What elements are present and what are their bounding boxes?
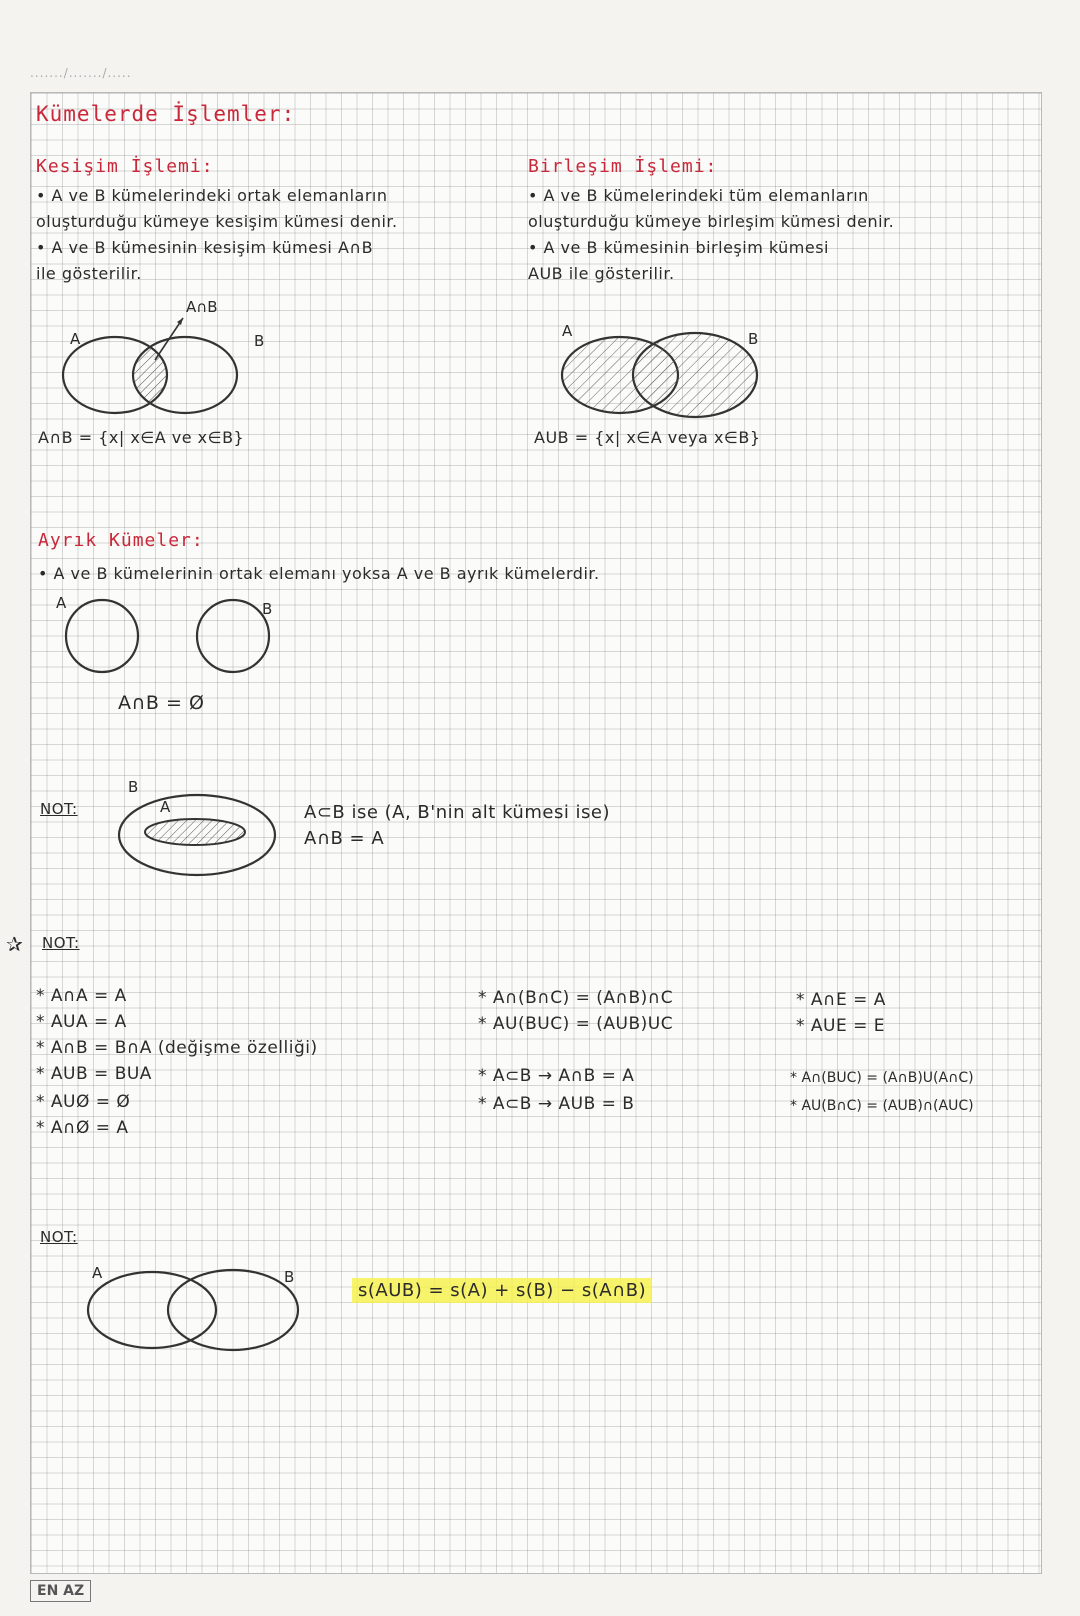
note3-set-b-label: B bbox=[284, 1268, 295, 1286]
union-count-venn-diagram bbox=[85, 1266, 305, 1356]
rule-col2-3: * A⊂B → A∩B = A bbox=[478, 1066, 635, 1086]
disjoint-set-a-label: A bbox=[56, 594, 67, 612]
subset-diagram bbox=[115, 790, 285, 880]
rule-col3-3: * A∩(BUC) = (A∩B)U(A∩C) bbox=[790, 1070, 974, 1086]
inclusion-exclusion-formula bbox=[352, 1280, 652, 1301]
union-set-a-label: A bbox=[562, 322, 573, 340]
intersection-line-1: • A ve B kümelerindeki ortak elemanların bbox=[36, 186, 388, 205]
brand-logo: EN AZ bbox=[30, 1580, 91, 1602]
intersection-formula: A∩B = {x| x∈A ve x∈B} bbox=[38, 428, 245, 447]
page-header-marks: ......./......./..... bbox=[30, 66, 132, 80]
rule-col2-2: * AU(BUC) = (AUB)UC bbox=[478, 1014, 674, 1034]
subset-set-a-label: A bbox=[160, 798, 171, 816]
rule-col1-4: * AUB = BUA bbox=[36, 1064, 152, 1084]
intersection-arrow-label: A∩B bbox=[186, 298, 218, 316]
note3-label: NOT: bbox=[40, 1228, 78, 1246]
disjoint-formula: A∩B = Ø bbox=[118, 692, 205, 714]
star-icon: ✰ bbox=[6, 932, 24, 956]
note3-set-a-label: A bbox=[92, 1264, 103, 1282]
disjoint-heading: Ayrık Kümeler: bbox=[38, 530, 204, 551]
subset-note-line-1: A⊂B ise (A, B'nin alt kümesi ise) bbox=[304, 802, 611, 823]
union-set-b-label: B bbox=[748, 330, 759, 348]
disjoint-description: • A ve B kümelerinin ortak elemanı yoksa A ve B ayrık kümelerdir. bbox=[38, 564, 600, 583]
intersection-line-3: • A ve B kümesinin kesişim kümesi A∩B bbox=[36, 238, 374, 257]
intersection-set-a-label: A bbox=[70, 330, 81, 348]
intersection-venn-diagram bbox=[55, 300, 285, 420]
union-formula: AUB = {x| x∈A veya x∈B} bbox=[534, 428, 761, 447]
rule-col3-1: * A∩E = A bbox=[796, 990, 886, 1010]
disjoint-set-b-label: B bbox=[262, 600, 273, 618]
note2-label: NOT: bbox=[42, 934, 80, 952]
rule-col3-4: * AU(B∩C) = (AUB)∩(AUC) bbox=[790, 1098, 974, 1114]
intersection-line-2: oluşturduğu kümeye kesişim kümesi denir. bbox=[36, 212, 398, 231]
rule-col2-1: * A∩(B∩C) = (A∩B)∩C bbox=[478, 988, 674, 1008]
union-line-4: AUB ile gösterilir. bbox=[528, 264, 675, 283]
intersection-line-4: ile gösterilir. bbox=[36, 264, 142, 283]
union-line-1: • A ve B kümelerindeki tüm elemanların bbox=[528, 186, 869, 205]
rule-col3-2: * AUE = E bbox=[796, 1016, 886, 1036]
rule-col1-3: * A∩B = B∩A (değişme özelliği) bbox=[36, 1038, 318, 1058]
subset-note-line-2: A∩B = A bbox=[304, 828, 385, 849]
rule-col1-5: * AUØ = Ø bbox=[36, 1092, 131, 1112]
disjoint-diagram bbox=[55, 600, 285, 680]
note1-label: NOT: bbox=[40, 800, 78, 818]
intersection-heading: Kesişim İşlemi: bbox=[36, 156, 214, 177]
highlighted-formula: s(AUB) = s(A) + s(B) − s(A∩B) bbox=[352, 1278, 652, 1303]
union-venn-diagram bbox=[555, 310, 785, 430]
page-title: Kümelerde İşlemler: bbox=[36, 102, 296, 126]
rule-col1-1: * A∩A = A bbox=[36, 986, 127, 1006]
intersection-set-b-label: B bbox=[254, 332, 265, 350]
union-line-3: • A ve B kümesinin birleşim kümesi bbox=[528, 238, 829, 257]
rule-col1-6: * A∩Ø = A bbox=[36, 1118, 129, 1138]
rule-col1-2: * AUA = A bbox=[36, 1012, 127, 1032]
rule-col2-4: * A⊂B → AUB = B bbox=[478, 1094, 635, 1114]
union-heading: Birleşim İşlemi: bbox=[528, 156, 718, 177]
union-line-2: oluşturduğu kümeye birleşim kümesi denir. bbox=[528, 212, 895, 231]
subset-set-b-label: B bbox=[128, 778, 139, 796]
